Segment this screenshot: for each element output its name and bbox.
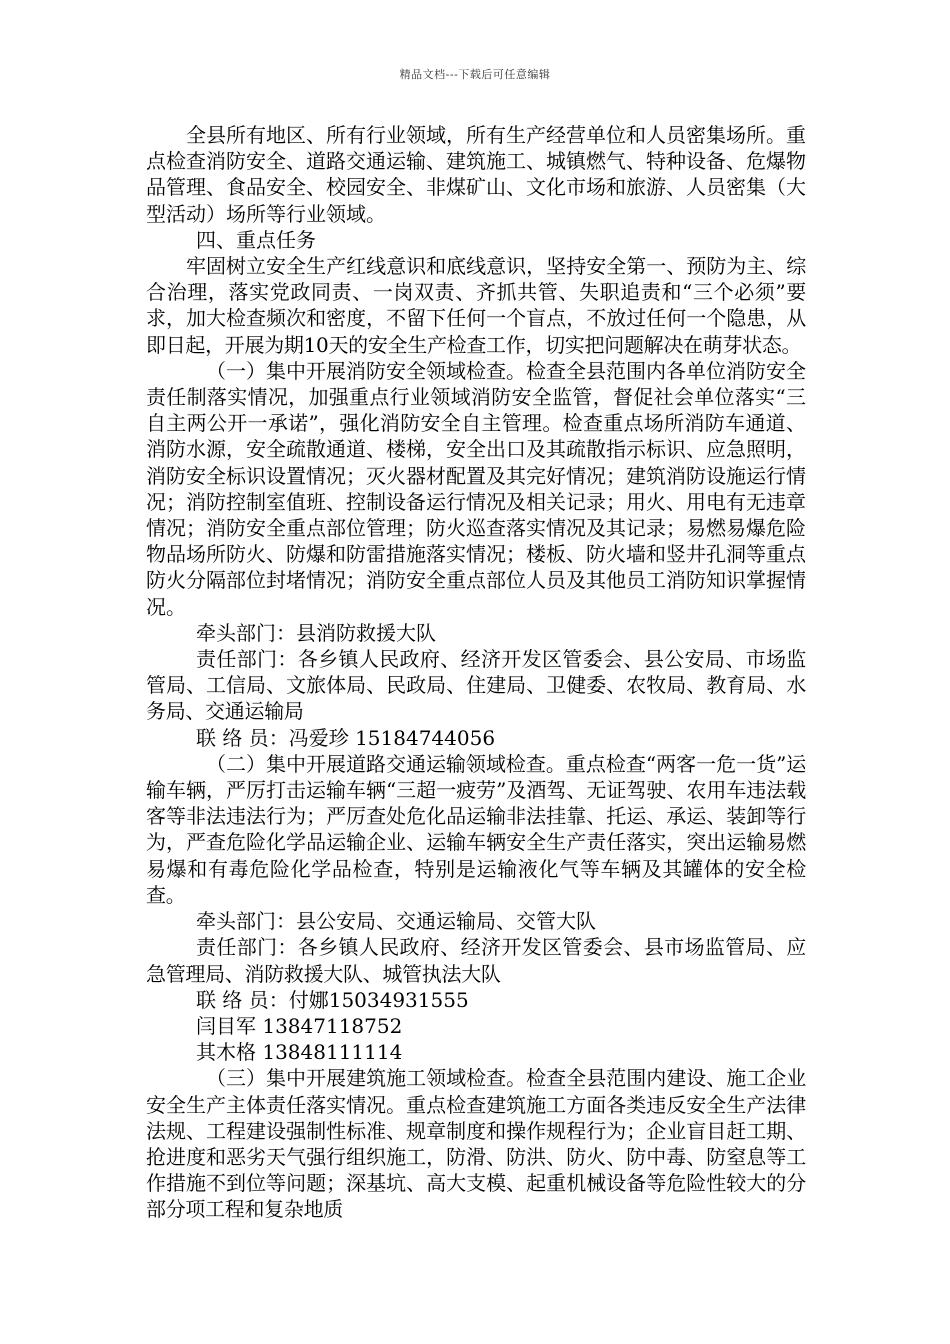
traffic-liaison-2: 闫目军 13847118752 <box>196 1013 403 1038</box>
traffic-liaison-3: 其木格 13848111114 <box>196 1040 403 1065</box>
fire-lead-department: 牵头部门：县消防救援大队 <box>196 620 436 645</box>
traffic-responsible-departments: 责任部门：各乡镇人民政府、经济开发区管委会、县市场监管局、应急管理局、消防救援大队、城管执法大队 <box>146 935 806 986</box>
paragraph-key-tasks-intro: 牢固树立安全生产红线意识和底线意识，坚持安全第一、预防为主、综合治理，落实党政同责、一岗双责、齐抓共管、失职追责和“三个必须”要求，加大检查频次和密度，不留下任何一个盲点，不放过任何一个隐患，从即日起，开展为期10天的安全生产检查工作，切实把问题解决在萌芽状态。 <box>146 254 806 357</box>
paragraph-construction-inspection: （三）集中开展建筑施工领域检查。检查全县范围内建设、施工企业安全生产主体责任落实情况。重点检查建筑施工方面各类违反安全生产法律法规、工程建设强制性标准、规章制度和操作规程行为；企业盲目赶工期、抢进度和恶劣天气强行组织施工，防滑、防洪、防火、防中毒、防窒息等工作措施不到位等问题；深基坑、高大支模、起重机械设备等危险性较大的分部分项工程和复杂地质 <box>146 1066 806 1222</box>
traffic-lead-department: 牵头部门：县公安局、交通运输局、交管大队 <box>196 909 596 934</box>
document-body <box>146 122 806 1223</box>
section-heading-key-tasks: 四、重点任务 <box>196 227 316 252</box>
paragraph-fire-safety-inspection: （一）集中开展消防安全领域检查。检查全县范围内各单位消防安全责任制落实情况，加强重点行业领域消防安全监管，督促社会单位落实“三自主两公开一承诺”，强化消防安全自主管理。检查重点场所消防车通道、消防水源，安全疏散通道、楼梯，安全出口及其疏散指示标识、应急照明，消防安全标识设置情况；灭火器材配置及其完好情况；建筑消防设施运行情况；消防控制室值班、控制设备运行情况及相关记录；用火、用电有无违章情况；消防安全重点部位管理；防火巡查落实情况及其记录；易燃易爆危险物品场所防火、防爆和防雷措施落实情况；楼板、防火墙和竖井孔洞等重点防火分隔部位封堵情况；消防安全重点部位人员及其他员工消防知识掌握情况。 <box>146 358 806 619</box>
paragraph-scope: 全县所有地区、所有行业领域，所有生产经营单位和人员密集场所。重点检查消防安全、道路交通运输、建筑施工、城镇燃气、特种设备、危爆物品管理、食品安全、校园安全、非煤矿山、文化市场和旅游、人员密集（大型活动）场所等行业领域。 <box>146 123 806 226</box>
fire-liaison: 联 络 员：冯爱珍 15184744056 <box>196 725 496 750</box>
traffic-liaison: 联 络 员：付娜15034931555 <box>196 987 469 1012</box>
page-header: 精品文档---下载后可任意编辑 <box>399 68 551 81</box>
fire-responsible-departments: 责任部门：各乡镇人民政府、经济开发区管委会、县公安局、市场监管局、工信局、文旅体局、民政局、住建局、卫健委、农牧局、教育局、水务局、交通运输局 <box>146 647 806 724</box>
paragraph-road-traffic-inspection: （二）集中开展道路交通运输领域检查。重点检查“两客一危一货”运输车辆，严厉打击运输车辆“三超一疲劳”及酒驾、无证驾驶、农用车违法载客等非法违法行为；严厉查处危化品运输非法挂靠、托运、承运、装卸等行为，严查危险化学品运输企业、运输车辆安全生产责任落实，突出运输易燃易爆和有毒危险化学品检查，特别是运输液化气等车辆及其罐体的安全检查。 <box>146 751 806 907</box>
